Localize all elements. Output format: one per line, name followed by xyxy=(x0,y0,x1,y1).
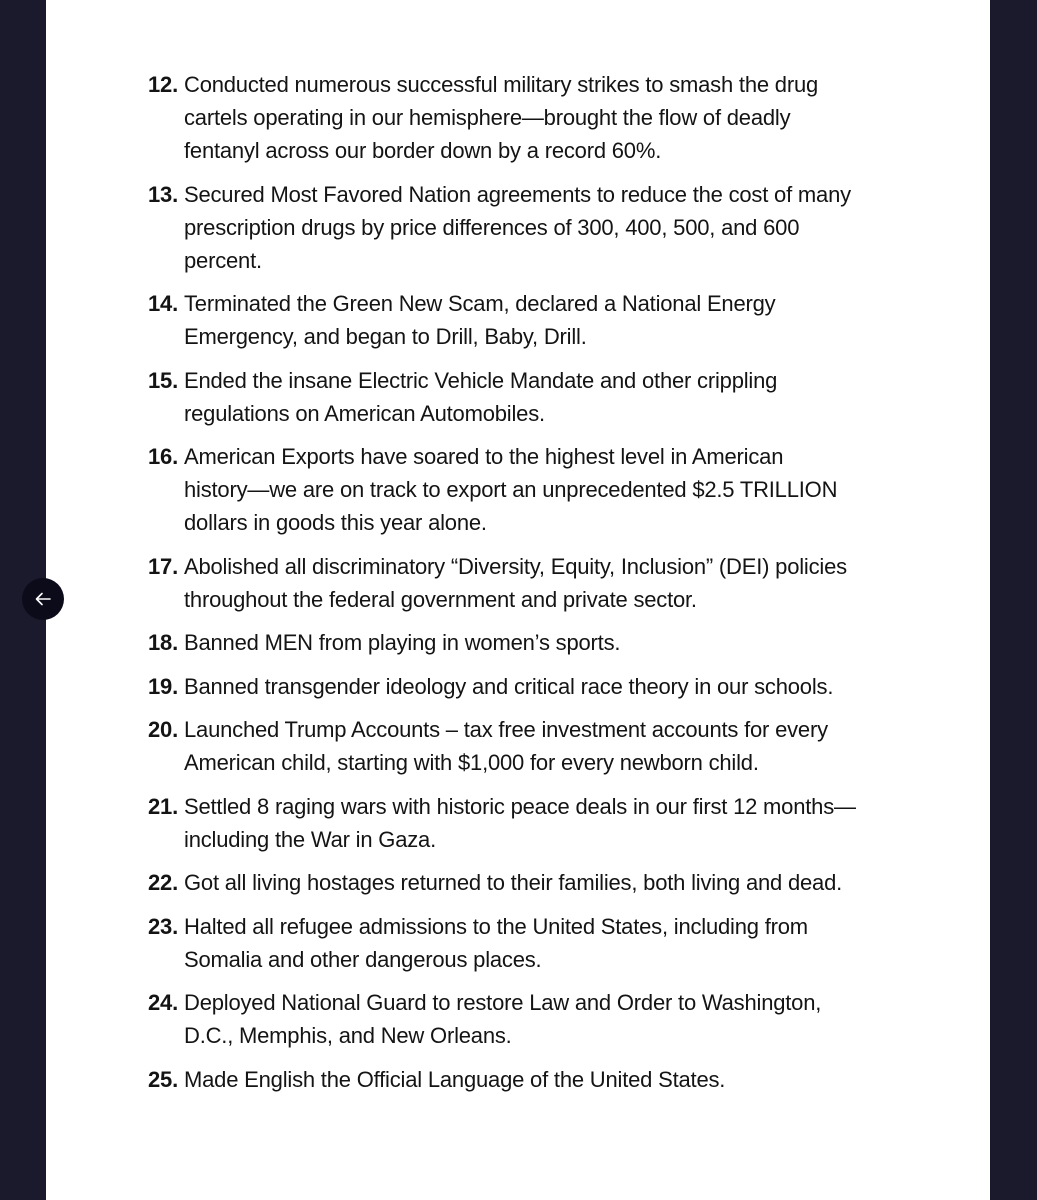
item-number: 12. xyxy=(148,72,178,97)
item-number: 14. xyxy=(148,291,178,316)
list-item xyxy=(148,1063,948,1096)
item-text: Banned MEN from playing in women’s sports. xyxy=(184,630,621,655)
list-item xyxy=(148,986,948,1052)
item-text: Terminated the Green New Scam, declared a National Energy Emergency, and began to Drill, Baby, Drill. xyxy=(184,291,776,349)
list-item xyxy=(148,866,948,899)
item-text: American Exports have soared to the highest level in American history—we are on track to export an unprecedented $2.5 TRILLION dollars in goods this year alone. xyxy=(184,444,838,535)
item-number: 25. xyxy=(148,1066,178,1092)
document-page xyxy=(46,0,990,1200)
list-item xyxy=(148,68,948,167)
item-text: Conducted numerous successful military strikes to smash the drug cartels operating in our hemisphere—brought the flow of deadly fentanyl across our border down by a record 60%. xyxy=(184,72,819,163)
item-number: 21. xyxy=(148,793,178,819)
item-text: Secured Most Favored Nation agreements to reduce the cost of many prescription drugs by price differences of 300, 400, 500, and 600 percent. xyxy=(184,181,851,273)
list-item xyxy=(148,910,948,976)
list-item xyxy=(148,626,948,659)
item-number: 15. xyxy=(148,367,178,393)
item-number: 16. xyxy=(148,444,178,469)
list-item xyxy=(148,550,948,616)
item-number: 13. xyxy=(148,181,178,207)
list-item xyxy=(148,440,948,539)
list-item xyxy=(148,178,948,277)
list-item xyxy=(148,287,948,353)
item-number: 18. xyxy=(148,630,178,655)
back-button[interactable] xyxy=(22,578,64,620)
list-item xyxy=(148,670,948,703)
item-text: Launched Trump Accounts – tax free investment accounts for every American child, starting with $1,000 for every newborn child. xyxy=(184,717,828,775)
item-text: Ended the insane Electric Vehicle Mandate and other crippling regulations on American Automobiles. xyxy=(184,367,778,426)
accomplishments-list xyxy=(148,68,948,1106)
list-item xyxy=(148,790,948,856)
item-text: Settled 8 raging wars with historic peace deals in our first 12 months— including the War in Gaza. xyxy=(184,793,856,852)
item-text: Deployed National Guard to restore Law and Order to Washington, D.C., Memphis, and New Orleans. xyxy=(184,990,822,1048)
item-text: Abolished all discriminatory “Diversity, Equity, Inclusion” (DEI) policies throughout the federal government and private sector. xyxy=(184,553,847,612)
item-number: 23. xyxy=(148,913,178,939)
item-text: Banned transgender ideology and critical race theory in our schools. xyxy=(184,673,834,699)
list-item xyxy=(148,364,948,430)
item-text: Halted all refugee admissions to the United States, including from Somalia and other dangerous places. xyxy=(184,913,808,972)
list-item xyxy=(148,713,948,779)
item-number: 22. xyxy=(148,870,178,895)
item-number: 24. xyxy=(148,990,178,1015)
item-text: Got all living hostages returned to their families, both living and dead. xyxy=(184,870,843,895)
item-number: 17. xyxy=(148,553,178,579)
arrow-left-icon xyxy=(35,592,51,606)
item-number: 20. xyxy=(148,717,178,742)
item-number: 19. xyxy=(148,673,178,699)
item-text: Made English the Official Language of the United States. xyxy=(184,1066,726,1092)
